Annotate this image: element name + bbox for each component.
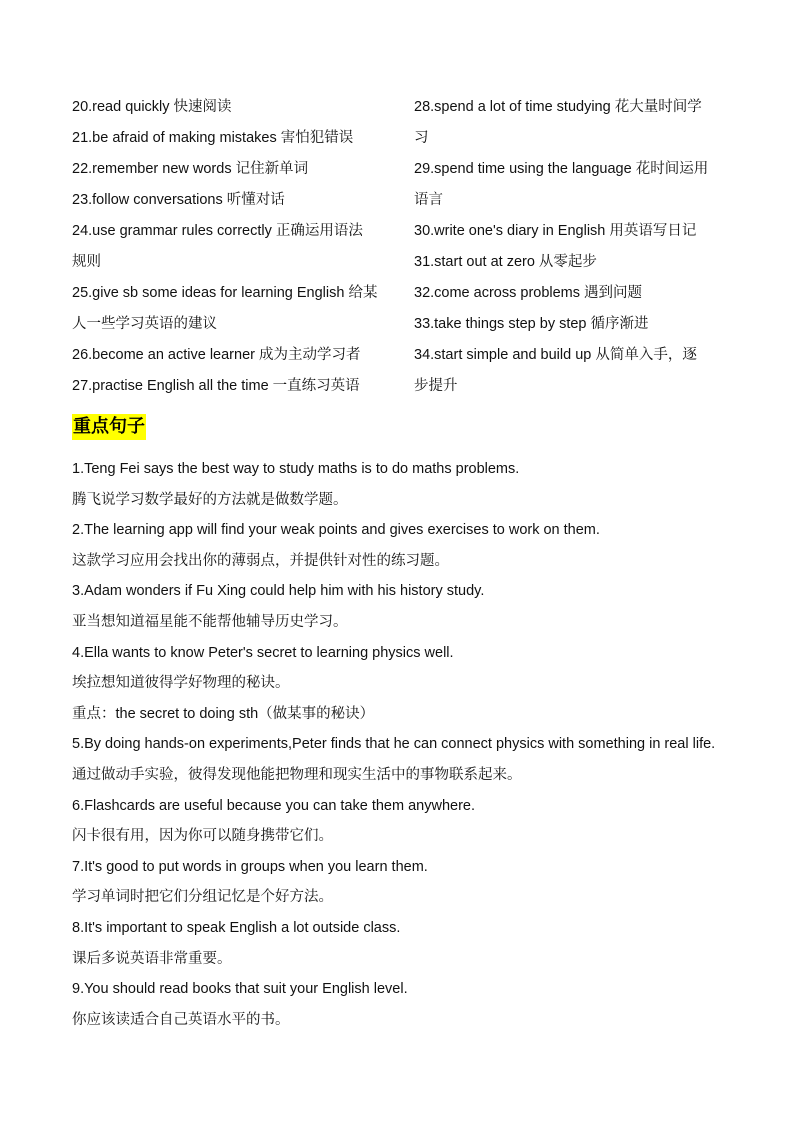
phrase-line: 规则 [72,254,101,270]
phrase-line: 30.write one's diary in English 用英语写日记 [414,223,697,239]
phrase-line: 31.start out at zero 从零起步 [414,254,597,270]
sentence-english: 8.It's important to speak English a lot outside class. [72,919,401,936]
phrase-line: 语言 [414,192,443,208]
phrase-line: 20.read quickly 快速阅读 [72,99,232,115]
sentence-english: 6.Flashcards are useful because you can take them anywhere. [72,797,476,814]
phrase-line: 25.give sb some ideas for learning English 给某 [72,285,378,301]
sentence-english: 5.By doing hands-on experiments,Peter finds that he can connect physics with something in real life. [72,736,716,753]
sentence-chinese: 课后多说英语非常重要。 [72,950,232,967]
sentence-english: 9.You should read books that suit your English level. [72,981,408,998]
phrase-list [72,92,732,406]
section-title: 重点句子 [72,414,146,440]
sentence-chinese: 你应该读适合自己英语水平的书。 [72,1011,290,1028]
phrase-line: 34.start simple and build up 从简单入手，逐 [414,347,697,363]
phrase-line: 步提升 [414,378,458,394]
phrase-line: 27.practise English all the time 一直练习英语 [72,378,360,394]
phrase-line: 22.remember new words 记住新单词 [72,161,309,177]
sentence-english: 7.It's good to put words in groups when you learn them. [72,858,428,875]
sentence-english: 1.Teng Fei says the best way to study maths is to do maths problems. [72,461,520,477]
sentence-note: 重点：the secret to doing sth（做某事的秘诀） [72,705,375,722]
sentence-chinese: 埃拉想知道彼得学好物理的秘诀。 [72,675,290,692]
sentence-chinese: 学习单词时把它们分组记忆是个好方法。 [72,889,333,906]
sentence-english: 2.The learning app will find your weak points and gives exercises to work on them. [72,522,600,539]
sentence-chinese: 这款学习应用会找出你的薄弱点，并提供针对性的练习题。 [72,552,449,569]
phrase-line: 23.follow conversations 听懂对话 [72,192,285,208]
phrase-line: 24.use grammar rules correctly 正确运用语法 [72,223,363,239]
sentence-chinese: 亚当想知道福星能不能帮他辅导历史学习。 [72,613,348,630]
sentence-chinese: 闪卡很有用，因为你可以随身携带它们。 [72,828,333,845]
phrase-line: 人一些学习英语的建议 [72,316,217,332]
sentence-list [72,454,772,1035]
phrase-column-left [72,92,390,402]
phrase-line: 29.spend time using the language 花时间运用 [414,161,709,177]
phrase-line: 32.come across problems 遇到问题 [414,285,643,301]
phrase-column-right [414,92,732,402]
phrase-line: 习 [414,130,429,146]
phrase-line: 33.take things step by step 循序渐进 [414,316,649,332]
phrase-line: 26.become an active learner 成为主动学习者 [72,347,361,363]
phrase-line: 28.spend a lot of time studying 花大量时间学 [414,99,702,115]
section-heading [72,414,146,442]
sentence-chinese: 通过做动手实验，彼得发现他能把物理和现实生活中的事物联系起来。 [72,766,522,783]
phrase-line: 21.be afraid of making mistakes 害怕犯错误 [72,130,354,146]
sentence-chinese: 腾飞说学习数学最好的方法就是做数学题。 [72,491,348,508]
sentence-english: 4.Ella wants to know Peter's secret to learning physics well. [72,644,454,661]
sentence-english: 3.Adam wonders if Fu Xing could help him with his history study. [72,583,485,600]
